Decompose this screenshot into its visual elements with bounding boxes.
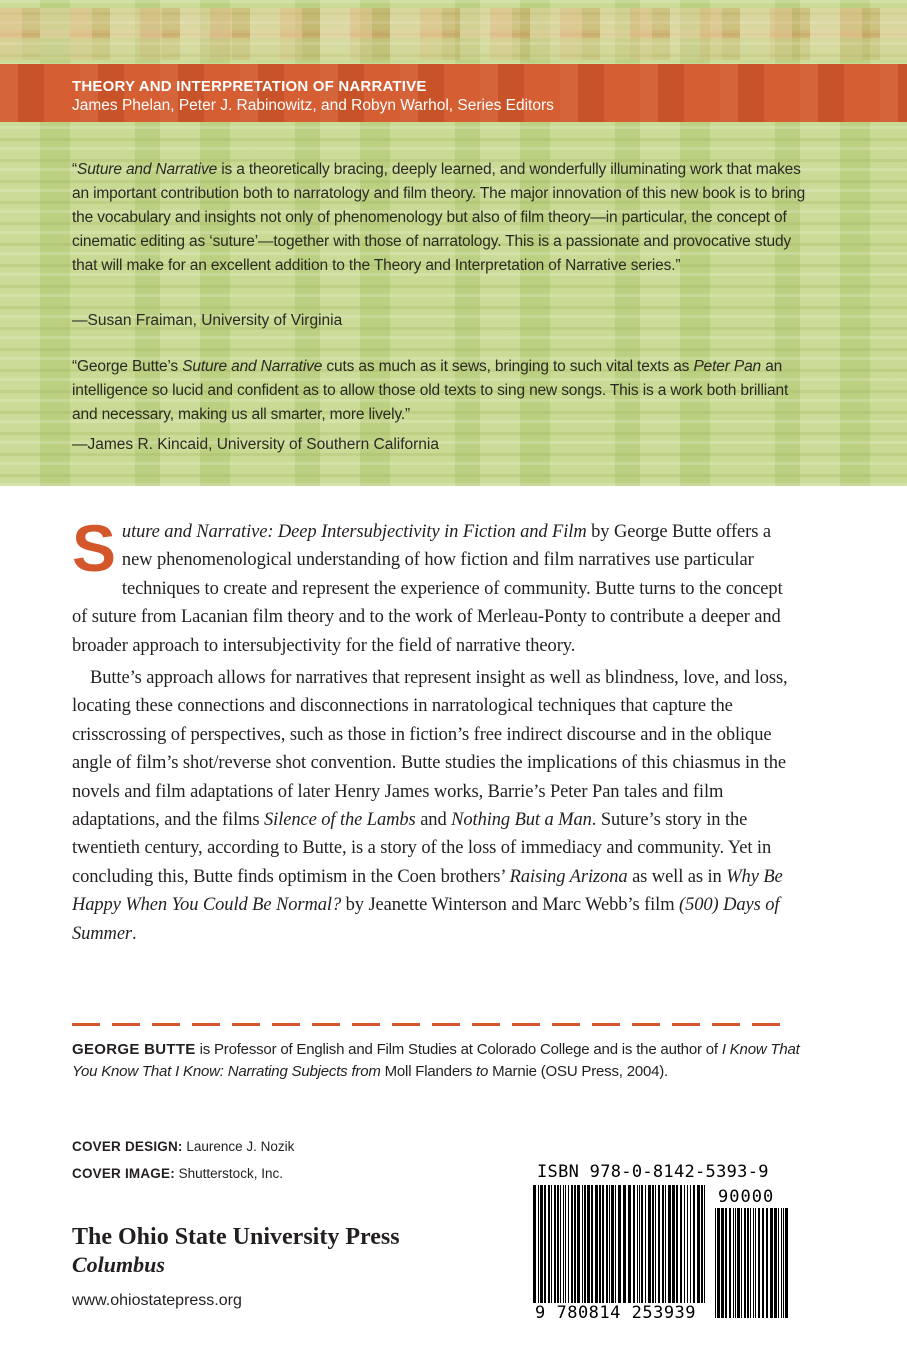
film-title: Nothing But a Man [451,810,592,831]
barcode-bar [715,1208,716,1318]
barcode-bar [548,1185,550,1303]
bio-book-title: to [476,1063,489,1080]
barcode-bar [725,1208,727,1318]
barcode-bar [687,1185,688,1303]
barcode-bar [770,1208,773,1318]
barcode-bar [595,1185,598,1303]
series-editors: James Phelan, Peter J. Rabinowitz, and Robyn Warhol, Series Editors [72,97,554,114]
barcode-bar [704,1185,705,1303]
barcode-bar [737,1208,740,1318]
barcode-bar [538,1185,539,1303]
barcode-bar [602,1185,604,1303]
blurb-text: is a theoretically bracing, deeply learned, and wonderfully illuminating work that makes an important contribution both to narratology and film theory. The major innovation of this new book is to bring the vocabulary and insights not only of phenomenology but also of film theory—in particular, the concept of cinematic editing as ‘suture’—together with those of narratology. This is a passionate and provocative study that will make for an excellent addition to the Theory and Interpretation of Narrative series.” [72,161,806,274]
book-title-ref: Why Be Happy When You Could Be Normal? [72,866,783,916]
barcode-bar [690,1185,691,1303]
barcode-bar [633,1185,635,1303]
barcode-bar [540,1185,543,1303]
barcode-bar [672,1185,675,1303]
isbn-label: ISBN 978-0-8142-5393-9 [537,1162,769,1182]
barcode-bar [733,1208,734,1318]
series-title: THEORY AND INTERPRETATION OF NARRATIVE [72,78,427,95]
barcode-bar [577,1185,580,1303]
barcode-bar [658,1185,660,1303]
description-text: . Suture’s story in the twentieth century, according to Butte, is a story of the loss of immediacy and community. Yet in concluding this, Butte finds optimism in the Coen brothers’ [72,810,772,887]
barcode-bar [721,1208,724,1318]
description-text: by Jeanette Winterson and Marc Webb’s film [341,895,680,916]
barcode-bar [781,1208,782,1318]
barcode-bar [783,1208,784,1318]
barcode-bar [623,1185,626,1303]
barcode-bar [648,1185,651,1303]
blurb-text: an intelligence so lucid and confident as to allow those old texts to sing new songs. This is a work both brilliant and necessary, making us all smarter, more lively.” [72,358,789,423]
barcode-bar [568,1185,569,1303]
barcode-bar [544,1185,546,1303]
barcode-bar [591,1185,593,1303]
publisher-website[interactable]: www.ohiostatepress.org [72,1292,242,1309]
credit-value: Shutterstock, Inc. [174,1166,283,1181]
barcode-bar [584,1185,586,1303]
barcode-bar [741,1208,742,1318]
barcode-bar [563,1185,564,1303]
barcode-bar [665,1185,666,1303]
drop-cap: S [72,511,116,585]
publisher-name: The Ohio State University Press [72,1224,400,1250]
author-bio [72,1039,812,1083]
barcode-bar [774,1208,777,1318]
barcode-bar [533,1185,536,1303]
cover-design-credit [72,1139,294,1154]
blurb-open-quote: “ [72,161,78,178]
barcode-bar [697,1185,700,1303]
cover-image-credit [72,1166,283,1181]
bio-book-title: I Know That You Know That I Know: Narrating Subjects from [72,1041,800,1080]
film-title: (500) Days of Summer [72,895,780,944]
credit-value: Laurence J. Nozik [182,1139,295,1154]
film-title: Silence of the Lambs [264,810,416,831]
barcode-bar [587,1185,590,1303]
barcode-bar [753,1208,754,1318]
blurb-attribution-fraiman: —Susan Fraiman, University of Virginia [72,312,343,329]
film-title: Raising Arizona [509,866,628,887]
bio-text: (OSU Press, 2004). [536,1063,669,1080]
description-text: . [132,923,137,944]
publisher-city: Columbus [72,1252,165,1277]
blurb-lead: “George Butte’s [72,358,183,375]
blurb-text: cuts as much as it sews, bringing to such vital texts as [322,358,694,375]
barcode-bar [747,1208,749,1318]
credit-label: COVER IMAGE: [72,1166,175,1181]
barcode-bar [565,1185,566,1303]
barcode-bar [571,1185,573,1303]
blurb-attribution-kincaid: —James R. Kincaid, University of Southern California [72,436,439,453]
barcode-bar [618,1185,621,1303]
credit-label: COVER DESIGN: [72,1139,183,1154]
barcode-bar [641,1185,643,1303]
barcode-bar [693,1185,695,1303]
blurb-fraiman [72,158,807,278]
praise-panel [0,0,907,486]
barcode-bar [551,1185,552,1303]
price-barcode [715,1208,791,1318]
barcode-bar [582,1185,583,1303]
barcode-bar [557,1185,559,1303]
bio-book-title: Marnie [488,1063,537,1080]
barcode-bar [744,1208,746,1318]
barcode-bar [785,1208,788,1318]
barcode-bar [609,1185,610,1303]
barcode-bar [680,1185,682,1303]
description-paragraph [72,511,800,660]
barcode-bar [755,1208,756,1318]
author-name: GEORGE BUTTE [72,1041,196,1058]
barcode-bar [668,1185,671,1303]
barcode-bar [701,1185,703,1303]
book-description [72,511,800,948]
price-code: 90000 [718,1187,775,1207]
barcode-bar [735,1208,736,1318]
description-text: as well as in [627,866,727,887]
barcode-bar [637,1185,638,1303]
barcode-bar [655,1185,656,1303]
description-text: and [415,810,452,831]
barcode-bar [729,1208,731,1318]
bio-book-title: Moll Flanders [380,1063,477,1080]
bio-text: is Professor of English and Film Studies at Colorado College and is the author of [195,1041,722,1058]
description-text: Butte’s approach allows for narratives that represent insight as well as blindness, love, and loss, locating these connections and disconnections in narratological techniques that capture the crisscrossing of perspectives, such as those in fiction’s free indirect discourse and in the oblique angle of film’s shot/reverse shot convention. Butte studies the implications of this chiasmus in the novels and film adaptations of later Henry James works, Barrie’s Peter Pan tales and film adaptations, and the films [72,668,788,831]
blurb-kincaid [72,355,807,427]
description-text: by George Butte offers a new phenomenological understanding of how fiction and film narratives use particular techniques to create and represent the experience of community. Butte turns to the concept of suture from Lacanian film theory and to the work of Merleau-Ponty to contribute a deeper and broader approach to intersubjectivity for the field of narrative theory. [72,522,783,656]
barcode-bar [639,1185,640,1303]
blurb-book-title: Suture and Narrative [182,358,323,375]
barcode-bar [758,1208,760,1318]
barcode-bar [628,1185,631,1303]
barcode-bar [645,1185,646,1303]
barcode-bar [611,1185,614,1303]
blurb-book-title: Suture and Narrative [77,161,218,178]
barcode-bar [599,1185,601,1303]
barcode-bar [717,1208,720,1318]
dashed-divider [72,1023,792,1026]
barcode-bar [652,1185,654,1303]
barcode-bar [778,1208,779,1318]
barcode-bar [662,1185,664,1303]
barcode-bar [762,1208,764,1318]
description-paragraph [72,664,800,948]
barcode-bar [684,1185,685,1303]
blurb-ref-title: Peter Pan [693,358,762,375]
barcode-bar [676,1185,678,1303]
decorative-texture [0,30,907,60]
barcode-bar [554,1185,556,1303]
barcode-bar [606,1185,608,1303]
ean-digits: 9 780814 253939 [535,1303,697,1323]
book-title: uture and Narrative: Deep Intersubjectivity in Fiction and Film [121,522,587,542]
barcode-bar [766,1208,768,1318]
barcode-bar [615,1185,616,1303]
barcode-bar [560,1185,561,1303]
barcode-bar [750,1208,751,1318]
barcode-bar [574,1185,576,1303]
isbn-barcode [533,1185,705,1303]
